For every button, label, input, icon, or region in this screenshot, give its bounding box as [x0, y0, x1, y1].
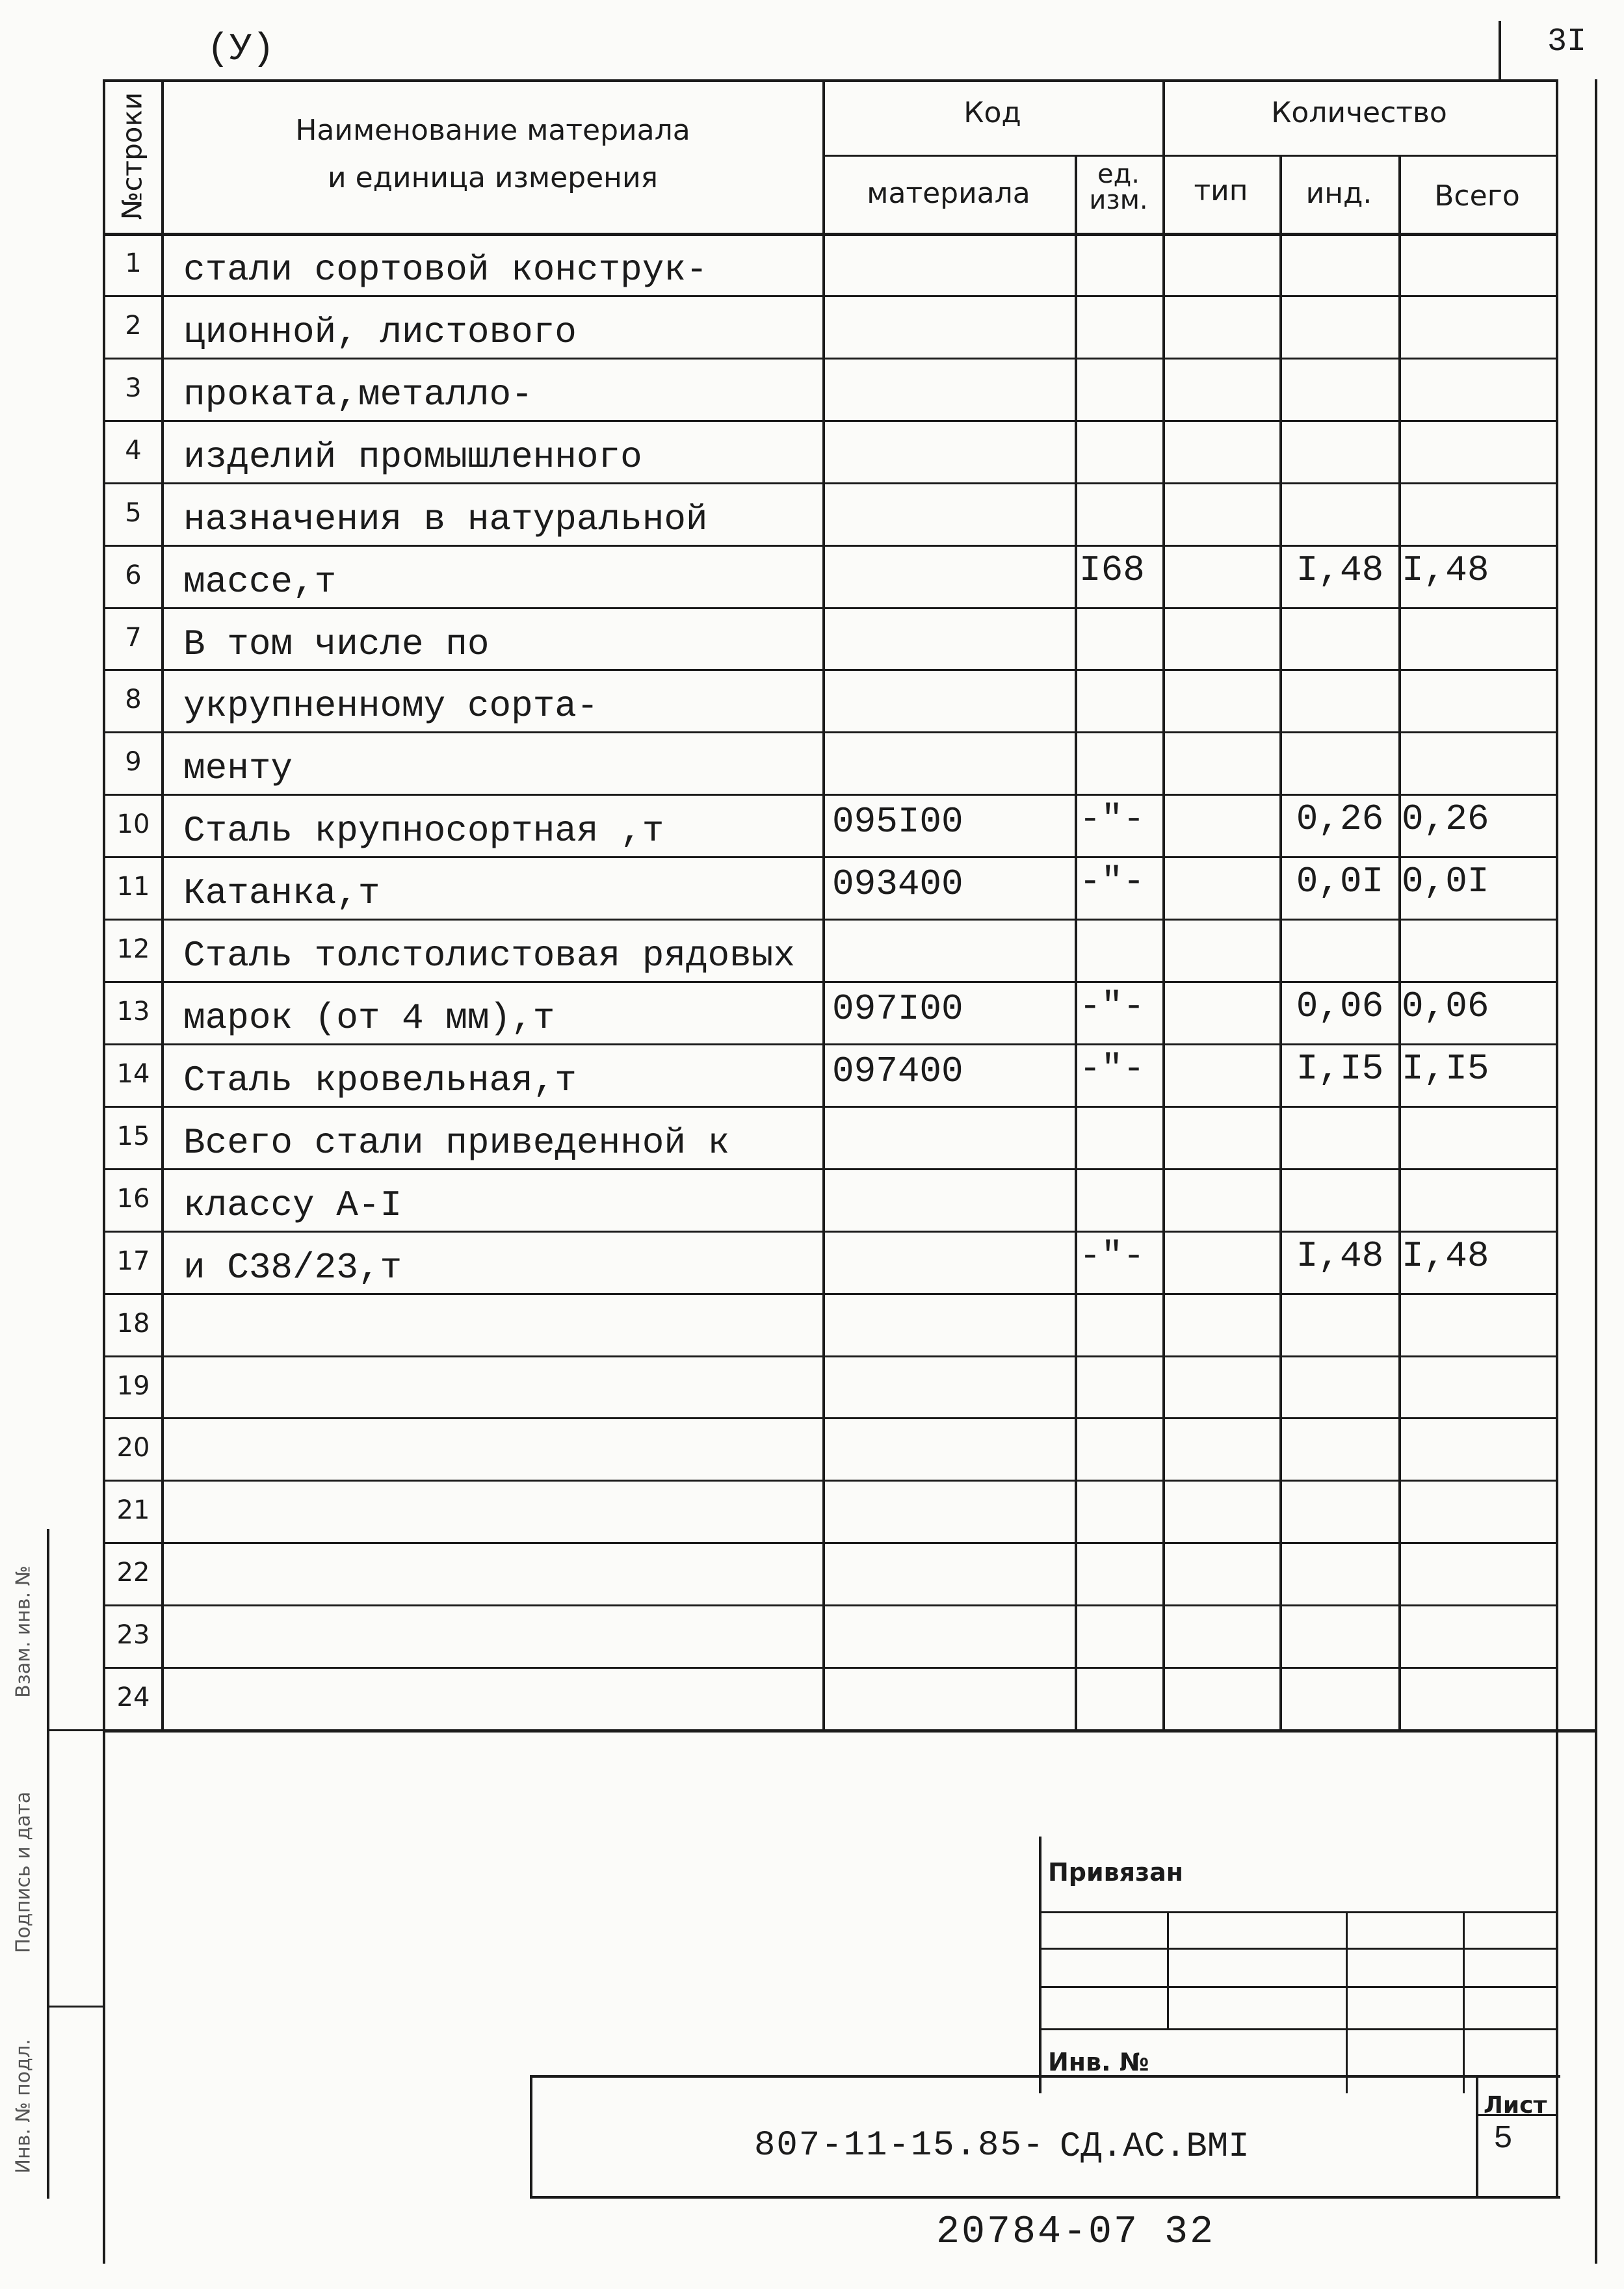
name-cell [183, 1486, 820, 1549]
type-cell [1165, 664, 1279, 726]
ind-cell [1282, 352, 1398, 415]
ind-cell: I,48 [1296, 1235, 1384, 1277]
total-cell [1402, 664, 1555, 726]
ind-cell [1282, 1474, 1398, 1537]
code-cell [832, 1353, 1073, 1415]
code-cell [832, 1602, 1073, 1664]
title-rule [1039, 1911, 1556, 1913]
total-cell [1402, 1288, 1555, 1350]
type-cell [1165, 789, 1279, 851]
code-cell [832, 1166, 1073, 1228]
ind-cell [1282, 1599, 1398, 1662]
title-rule [1039, 1986, 1556, 1988]
row-number-header-label: №строки [116, 92, 148, 220]
row-number-cell: 14 [116, 1058, 150, 1089]
row-number-cell: 18 [116, 1308, 150, 1339]
type-cell [1165, 352, 1279, 415]
total-cell [1402, 726, 1555, 789]
total-cell [1402, 913, 1555, 976]
total-cell: I,I5 [1402, 1047, 1489, 1090]
page-right-border [1595, 79, 1597, 2264]
name-cell: назначения в натуральной [183, 498, 708, 540]
unit-cell [1079, 415, 1160, 477]
name-cell: Всего стали приведенной к [183, 1121, 730, 1164]
row-number-cell: 7 [125, 622, 142, 653]
total-cell [1402, 228, 1555, 290]
unit-cell [1079, 1537, 1160, 1599]
row-number-cell: 16 [116, 1183, 150, 1214]
type-cell [1165, 290, 1279, 352]
type-cell [1165, 913, 1279, 976]
row-number-cell: 19 [116, 1370, 150, 1401]
row-number-cell: 11 [116, 872, 150, 902]
type-cell [1165, 1163, 1279, 1225]
code-cell [832, 1415, 1073, 1477]
type-cell [1165, 228, 1279, 290]
type-cell [1165, 1225, 1279, 1288]
name-cell [183, 1362, 820, 1424]
side-stamp-replaced-text: Взам. инв. № [12, 1565, 35, 1698]
type-cell [1165, 851, 1279, 913]
ind-cell [1282, 1163, 1398, 1225]
unit-cell: -"- [1079, 986, 1145, 1027]
designation-code: СД.АС.ВМI [1060, 2127, 1250, 2167]
total-cell: I,48 [1402, 549, 1489, 591]
side-stamp-replaced [0, 1534, 47, 1729]
unit-cell [1079, 1350, 1160, 1413]
row-number-cell: 2 [125, 310, 142, 341]
sheet-cell-left-rule [1476, 2075, 1478, 2199]
side-stamp-signature-text: Подпись и дата [12, 1791, 35, 1954]
name-cell [183, 1300, 820, 1362]
name-header-line1: Наименование материала [295, 114, 690, 147]
name-cell: укрупненному сорта- [183, 685, 599, 727]
total-header: Всего [1434, 179, 1520, 213]
designation-number: 807-11-15.85- [754, 2126, 1045, 2165]
total-cell [1402, 1599, 1555, 1662]
row-number-cell: 5 [125, 497, 142, 528]
unit-cell [1079, 664, 1160, 726]
designation-top-rule [530, 2075, 1560, 2078]
table-right-border [1556, 79, 1558, 1732]
unit-cell [1079, 1163, 1160, 1225]
name-cell: Сталь крупносортная ,т [183, 810, 664, 852]
inv-no-label: Инв. № [1048, 2048, 1149, 2076]
code-unit-header-line1: ед. [1097, 159, 1140, 189]
side-stamp-divider [47, 1729, 105, 1731]
type-cell [1165, 540, 1279, 602]
type-cell [1165, 602, 1279, 664]
unit-cell [1079, 477, 1160, 540]
ind-cell: 0,0I [1296, 861, 1384, 903]
row-number-cell: 20 [116, 1433, 150, 1463]
code-cell [832, 605, 1073, 667]
sheet-value: 5 [1493, 2121, 1513, 2158]
ind-cell: I,I5 [1296, 1047, 1384, 1090]
title-right-rule [1556, 1729, 1558, 2197]
side-stamp-divider [47, 2006, 105, 2008]
ind-cell: I,48 [1296, 549, 1384, 591]
type-cell [1165, 1101, 1279, 1163]
row-number-cell: 13 [116, 997, 150, 1027]
code-cell [832, 1477, 1073, 1539]
ind-cell [1282, 415, 1398, 477]
total-cell [1402, 1474, 1555, 1537]
name-cell [183, 1549, 820, 1611]
code-cell [832, 542, 1073, 605]
ind-cell [1282, 477, 1398, 540]
ind-cell: 0,26 [1296, 798, 1384, 841]
row-number-cell: 22 [116, 1558, 150, 1588]
unit-cell [1079, 913, 1160, 976]
ind-cell [1282, 1288, 1398, 1350]
total-cell [1402, 477, 1555, 540]
side-stamp-rule [47, 1529, 49, 2199]
sheet-number: 3I [1547, 23, 1587, 60]
total-cell [1402, 1537, 1555, 1599]
name-cell: Сталь толстолистовая рядовых [183, 935, 795, 977]
title-left-rule [1039, 1837, 1041, 2093]
row-number-cell: 3 [125, 373, 142, 403]
side-stamp-original-inv-text: Инв. № подл. [12, 2039, 35, 2174]
code-cell: 097400 [832, 1050, 963, 1092]
designation-bottom-rule [530, 2196, 1560, 2199]
archive-number: 20784-07 32 [936, 2210, 1216, 2255]
code-cell [832, 666, 1073, 729]
type-cell [1165, 477, 1279, 540]
title-col-rule [1167, 1911, 1169, 2028]
code-unit-header [1075, 161, 1162, 213]
code-cell [832, 1664, 1073, 1727]
type-cell [1165, 1412, 1279, 1474]
code-cell [832, 417, 1073, 480]
total-cell: I,48 [1402, 1235, 1489, 1277]
title-rule [1039, 1948, 1556, 1950]
type-cell [1165, 1599, 1279, 1662]
column-rule [1398, 155, 1401, 1729]
name-cell: стали сортовой конструк- [183, 249, 708, 291]
unit-cell [1079, 602, 1160, 664]
name-cell: и С38/23,т [183, 1246, 402, 1288]
unit-cell [1079, 228, 1160, 290]
row-number-cell: 23 [116, 1620, 150, 1651]
ind-cell [1282, 726, 1398, 789]
code-cell [832, 230, 1073, 293]
header-mid-rule [822, 155, 1556, 157]
sheet-mark: (У) [207, 29, 275, 71]
title-col-rule [1346, 1911, 1348, 2093]
unit-cell [1079, 1288, 1160, 1350]
code-cell [832, 1103, 1073, 1166]
type-cell [1165, 976, 1279, 1038]
ind-cell [1282, 913, 1398, 976]
quantity-group-header: Количество [1271, 96, 1447, 129]
name-cell [183, 1673, 820, 1736]
ind-cell [1282, 602, 1398, 664]
type-cell [1165, 1537, 1279, 1599]
unit-cell [1079, 1662, 1160, 1724]
row-number-cell: 1 [125, 248, 142, 278]
unit-cell [1079, 1474, 1160, 1537]
row-number-cell: 4 [125, 435, 142, 465]
type-cell [1165, 1350, 1279, 1413]
total-cell [1402, 415, 1555, 477]
code-cell [832, 916, 1073, 978]
name-cell: Сталь кровельная,т [183, 1059, 577, 1101]
ind-header: инд. [1305, 177, 1372, 210]
unit-cell [1079, 290, 1160, 352]
code-group-header: Код [963, 96, 1021, 129]
name-cell: проката,металло- [183, 373, 533, 415]
total-cell [1402, 1101, 1555, 1163]
unit-cell [1079, 352, 1160, 415]
name-cell: менту [183, 748, 293, 790]
total-cell: 0,26 [1402, 798, 1489, 841]
code-cell [832, 729, 1073, 791]
ind-cell [1282, 1101, 1398, 1163]
code-cell [832, 355, 1073, 417]
total-cell [1402, 1350, 1555, 1413]
row-number-cell: 15 [116, 1121, 150, 1151]
name-cell [183, 1611, 820, 1673]
code-cell [832, 1539, 1073, 1602]
type-cell [1165, 1038, 1279, 1101]
unit-cell [1079, 1412, 1160, 1474]
ind-cell [1282, 290, 1398, 352]
total-cell [1402, 290, 1555, 352]
total-cell [1402, 1412, 1555, 1474]
header-divider [1499, 21, 1501, 79]
code-cell [832, 1228, 1073, 1290]
type-cell [1165, 726, 1279, 789]
code-cell: 095I00 [832, 801, 963, 843]
total-cell [1402, 602, 1555, 664]
total-cell [1402, 1662, 1555, 1724]
name-cell: марок (от 4 мм),т [183, 997, 555, 1039]
name-cell: классу А-I [183, 1184, 402, 1226]
code-cell: 093400 [832, 863, 963, 906]
ind-cell [1282, 1537, 1398, 1599]
row-number-cell: 17 [116, 1246, 150, 1276]
row-number-cell: 24 [116, 1682, 150, 1713]
row-number-header [103, 79, 161, 233]
code-cell [832, 1290, 1073, 1353]
code-cell [832, 293, 1073, 355]
unit-cell: -"- [1079, 861, 1145, 903]
unit-cell [1079, 1101, 1160, 1163]
row-number-cell: 6 [125, 560, 142, 590]
privyazan-label: Привязан [1048, 1858, 1184, 1887]
code-cell [832, 480, 1073, 542]
row-number-cell: 12 [116, 934, 150, 965]
name-cell: ционной, листового [183, 311, 577, 353]
designation-left-rule [530, 2075, 532, 2199]
unit-cell [1079, 726, 1160, 789]
type-header: тип [1194, 174, 1248, 207]
total-cell: 0,0I [1402, 861, 1489, 903]
type-cell [1165, 1288, 1279, 1350]
unit-cell: -"- [1079, 1235, 1145, 1277]
ind-cell [1282, 1662, 1398, 1724]
ind-cell [1282, 1350, 1398, 1413]
row-number-cell: 10 [116, 809, 150, 840]
ind-cell: 0,06 [1296, 986, 1384, 1027]
total-cell [1402, 352, 1555, 415]
unit-cell: -"- [1079, 1047, 1145, 1090]
ind-cell [1282, 1412, 1398, 1474]
type-cell [1165, 1662, 1279, 1724]
name-cell: изделий промышленного [183, 436, 642, 478]
title-rule [1039, 2028, 1556, 2030]
name-cell: массе,т [183, 560, 337, 603]
code-material-header: материала [867, 177, 1030, 210]
side-stamp-signature [0, 1742, 47, 2002]
sheet-label: Лист [1484, 2092, 1547, 2119]
unit-cell [1079, 1599, 1160, 1662]
ind-cell [1282, 228, 1398, 290]
row-number-cell: 21 [116, 1495, 150, 1526]
code-unit-header-line2: изм. [1089, 185, 1148, 215]
title-col-rule [1463, 1911, 1465, 2093]
table-top-border [103, 79, 1558, 82]
ind-cell [1282, 664, 1398, 726]
row-number-cell: 9 [125, 747, 142, 778]
total-cell: 0,06 [1402, 986, 1489, 1027]
type-cell [1165, 415, 1279, 477]
name-cell: В том числе по [183, 623, 490, 665]
side-stamp-original-inv [0, 2009, 47, 2204]
row-number-cell: 8 [125, 685, 142, 715]
unit-cell: I68 [1079, 549, 1145, 591]
unit-cell: -"- [1079, 798, 1145, 841]
column-rule [1075, 155, 1077, 1729]
code-cell: 097I00 [832, 988, 963, 1030]
type-cell [1165, 1474, 1279, 1537]
name-header-line2: и единица измерения [327, 161, 659, 194]
name-cell: Катанка,т [183, 872, 380, 915]
name-cell [183, 1424, 820, 1486]
total-cell [1402, 1163, 1555, 1225]
